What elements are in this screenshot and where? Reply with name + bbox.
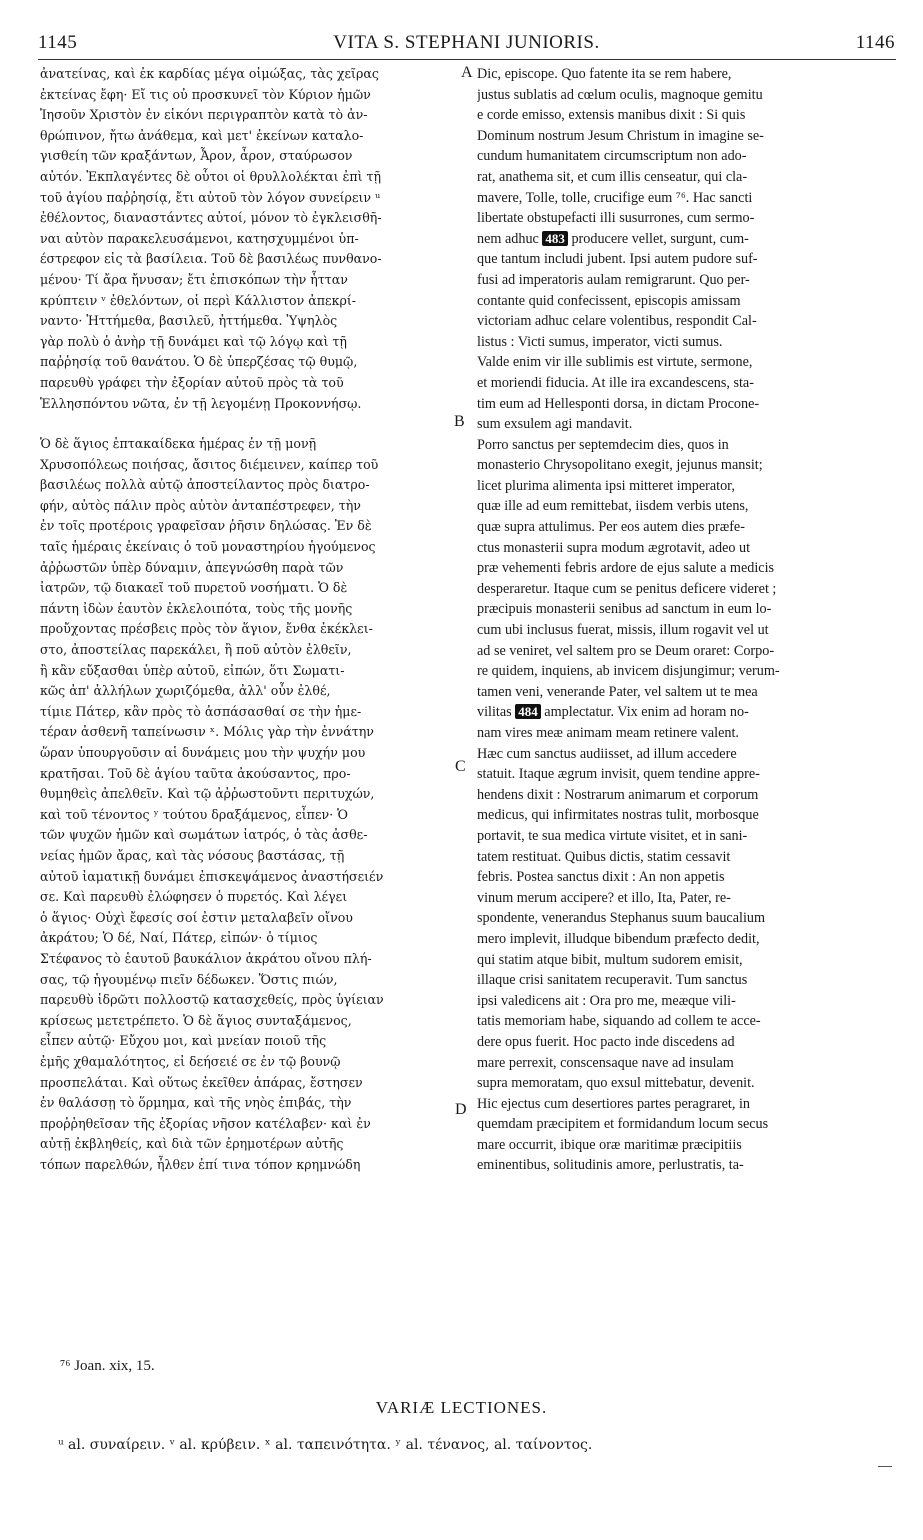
greek-line: τόπων παρελθών, ἦλθεν ἐπί τινα τόπον κρημνώδη	[40, 1156, 361, 1172]
latin-line: ad se veniret, vel saltem pro se Deum oraret: Corpo-	[477, 642, 775, 659]
greek-line: Ἰησοῦν Χριστὸν ἐν εἰκόνι περιγραπτὸν κατὰ τὸ ἀν-	[40, 107, 368, 123]
latin-line: mavere, Tolle, tolle, crucifige eum ⁷⁶. Hac sancti	[477, 189, 753, 206]
margin-letter-a: A	[461, 64, 473, 81]
latin-line: quemdam præcipitem et formidandum locum secus	[477, 1116, 769, 1133]
latin-line: quæ supra attulimus. Per eos autem dies præfe-	[477, 519, 745, 536]
latin-line: nam vires meæ animam meam retinere valent.	[477, 725, 739, 741]
latin-line: vilitas 484 amplectatur. Vix enim ad horam no-	[477, 704, 749, 721]
greek-line: κρατῆσαι. Τοῦ δὲ ἁγίου ταῦτα ἀκούσαντος, προ-	[40, 765, 351, 781]
latin-line: mero implevit, illudque bibendum præfecto dedit,	[477, 930, 760, 947]
greek-line: ἀνατείνας, καὶ ἐκ καρδίας μέγα οἰμώξας, τὰς χεῖρας	[40, 66, 379, 81]
margin-letter-b: B	[454, 413, 465, 430]
latin-line: listus : Victi sumus, imperator, victi sumus.	[477, 333, 723, 350]
latin-line: victoriam adhuc celare volentibus, respondit Cal-	[477, 313, 757, 330]
latin-line: cundum humanitatem circumscriptum non ado-	[477, 148, 747, 165]
page-number-right: 1146	[855, 32, 895, 53]
latin-line: sum exsulem agi mandavit.	[477, 416, 633, 433]
greek-line: ἀῤῥωστῶν ὑπὲρ δύναμιν, ἀπεγνώσθη παρὰ τῶν	[40, 559, 344, 575]
latin-line: Dic, episcope. Quo fatente ita se rem habere,	[477, 66, 732, 82]
greek-line: αὐτοῦ ἰαματικῇ δυνάμει ἐπισκεψάμενος ἀναστήσειέν	[40, 868, 384, 884]
latin-line: portavit, te sua medica virtute visitet, et in sani-	[477, 827, 748, 844]
latin-line: e corde emisso, extensis manibus dixit : Si quis	[477, 107, 746, 124]
greek-line: κρύπτειν ᵛ ἐθελόντων, οἱ περὶ Κάλλιστον ἀπεκρί-	[40, 292, 357, 308]
latin-line: justus sublatis ad cœlum oculis, magnoque gemitu	[477, 86, 763, 103]
variae-text: ᵘ al. συναίρειν. ᵛ al. κρύβειν. ˣ al. ταπεινότητα. ʸ al. τένανος, al. ταίνοντος.	[58, 1437, 593, 1453]
greek-line: κρίσεως μετετρέπετο. Ὁ δὲ ἅγιος συνταξάμενος,	[40, 1012, 352, 1028]
column-number-badge: 483	[542, 231, 568, 246]
greek-line: φήν, αὐτὸς πάλιν πρὸς αὐτὸν ἀνταπέστρεφεν, τὴν	[40, 497, 361, 513]
corner-mark	[878, 1466, 892, 1467]
greek-line: τίμιε Πάτερ, κἂν πρὸς τὸ ἀσπάσασθαί σε τὴν ἡμε-	[40, 703, 362, 719]
greek-line: ἐν τοῖς προτέροις γραφεῖσαν ῥῆσιν δηλώσας. Ἐν δὲ	[40, 518, 372, 534]
greek-line: τέραν ἀσθενῆ ταπείνωσιν ˣ. Μόλις γὰρ τὴν ἐννάτην	[40, 724, 374, 740]
latin-line: desperaretur. Itaque cum se penitus deficere videret ;	[477, 580, 777, 597]
greek-line: τοῦ ἁγίου παῤῥησίᾳ, ἔτι αὐτοῦ τὸν λόγον συνείρειν ᵘ	[40, 189, 381, 205]
greek-line: νείας ἡμῶν ἄρας, καὶ τὰς νόσους βαστάσας, τῇ	[40, 847, 345, 863]
variae-heading: VARIÆ LECTIONES.	[375, 1398, 548, 1417]
latin-line: qui statim atque bibit, multum sudorem emisit,	[477, 951, 743, 968]
latin-line: medicus, qui infirmitates nostras tulit, morbosque	[477, 807, 759, 824]
latin-line: contante quid confecissent, episcopis amissam	[477, 292, 741, 309]
latin-line: et moriendi fiducia. At ille ira excandescens, sta-	[477, 374, 754, 391]
greek-line: ὁ ἅγιος· Οὐχὶ ἔφεσίς σοί ἐστιν μεταλαβεῖν οἴνου	[40, 909, 353, 925]
greek-line: καὶ τοῦ τένοντος ʸ τούτου δραξάμενος, εἶπεν· Ὁ	[40, 806, 348, 822]
greek-line: παρευθὺ γράφει τὴν ἐξορίαν αὐτοῦ πρὸς τὰ τοῦ	[40, 374, 344, 390]
greek-line: μένου· Τί ἄρα ἤνυσαν; ἔτι ἐπισκόπων τὴν ἧτταν	[40, 271, 348, 287]
greek-line: ταῖς ἡμέραις ἐκείναις ὁ τοῦ μοναστηρίου ἡγούμενος	[40, 539, 376, 555]
latin-line: præ vehementi febris ardore de ejus salute a medicis	[477, 560, 775, 577]
latin-line: mare occurrit, ibique oræ maritimæ præcipitiis	[477, 1136, 742, 1153]
greek-line: ἀκράτου; Ὁ δέ, Ναί, Πάτερ, εἰπών· ὁ τίμιος	[40, 930, 318, 946]
greek-line: σε. Καὶ παρευθὺ ἐλώφησεν ὁ πυρετός. Καὶ λέγει	[40, 889, 348, 905]
latin-line: cum ubi inclusus fuerat, missis, illum rogavit vel ut	[477, 622, 769, 639]
latin-line: tatis memoriam habe, siquando ad collem te acce-	[477, 1013, 761, 1030]
latin-line: Hæc cum sanctus audiisset, ad illum accedere	[477, 745, 737, 762]
greek-line: σας, τῷ ἡγουμένῳ πιεῖν δέδωκεν. Ὅστις πιών,	[40, 971, 338, 987]
page-number-left: 1145	[38, 32, 78, 53]
latin-line: tamen veni, venerande Pater, vel saltem ut te mea	[477, 683, 758, 700]
latin-line: libertate obstupefacti illi susurrones, cum sermo-	[477, 210, 755, 227]
greek-line: παῤῥησίᾳ τοῦ θανάτου. Ὁ δὲ ὑπερζέσας τῷ θυμῷ,	[40, 354, 358, 370]
greek-line: γισθείη τῶν κραξάντων, Ἆρον, ἆρον, σταύρωσον	[40, 148, 353, 164]
greek-line: προῤῥηθεῖσαν τῆς ἐξορίας νῆσον κατέλαβεν· καὶ ἐν	[40, 1115, 371, 1131]
greek-line: προσπελάται. Καὶ οὕτως ἐκεῖθεν ἀπάρας, ἔστησεν	[40, 1074, 363, 1090]
header-rule	[38, 59, 896, 60]
latin-line: ctus monasterii supra modum ægrotavit, adeo ut	[477, 539, 751, 556]
greek-line: ναντο· Ἡττήμεθα, βασιλεῦ, ἡττήμεθα. Ὑψηλὸς	[40, 313, 338, 329]
latin-line: præcipuis monasterii senibus ad sanctum in eum lo-	[477, 601, 772, 618]
greek-line: Ὁ δὲ ἅγιος ἑπτακαίδεκα ἡμέρας ἐν τῇ μονῇ	[40, 436, 317, 452]
latin-line: Hic ejectus cum desertiores partes peragraret, in	[477, 1095, 750, 1112]
greek-line: αὐτόν. Ἐκπλαγέντες δὲ οὗτοι οἱ θρυλλολέκται ἐπὶ τῇ	[40, 168, 382, 184]
greek-line: Χρυσοπόλεως ποιήσας, ἄσιτος διέμεινεν, καίπερ τοῦ	[40, 456, 379, 472]
latin-line: febris. Postea sanctus dixit : An non appetis	[477, 869, 725, 886]
greek-line: στο, ἀποστείλας παρεκάλει, ἢ ποῦ αὐτὸν ἐλθεῖν,	[40, 642, 352, 658]
latin-line: tim eum ad Hellesponti dorsa, in dictam Procone-	[477, 395, 760, 412]
greek-line: θρώπινον, ἤτω ἀνάθεμα, καὶ μετ' ἐκείνων καταλο-	[40, 127, 364, 143]
latin-line: Dominum nostrum Jesum Christum in imagine se-	[477, 127, 764, 144]
greek-line: προὔχοντας πρέσβεις πρὸς τὸν ἅγιον, ἔνθα ἐκέκλει-	[40, 621, 373, 637]
latin-line: supra memoratam, quo exsul mittebatur, devenit.	[477, 1075, 755, 1092]
greek-line: γὰρ πολὺ ὁ ἀνὴρ τῇ δυνάμει καὶ τῷ λόγῳ καὶ τῇ	[40, 333, 347, 349]
greek-column	[40, 64, 458, 1175]
latin-column	[477, 64, 897, 1176]
column-number-badge: 484	[515, 704, 541, 719]
greek-line: ναι αὐτὸν παρακελευσάμενοι, κατησχυμμένοι ὑπ-	[40, 230, 359, 246]
latin-line: Porro sanctus per septemdecim dies, quos in	[477, 436, 729, 453]
margin-letter-d: D	[455, 1101, 467, 1118]
latin-line: rat, anathema sit, et cum illis censeatur, qui cla-	[477, 168, 748, 185]
latin-line: monasterio Chrysopolitano exegit, jejunus mansit;	[477, 457, 763, 474]
greek-line: έστρεφον εἰς τὰ βασίλεια. Τοῦ δὲ βασιλέως πυνθανο-	[40, 251, 382, 267]
latin-line: dere opus fuerit. Hoc pacto inde discedens ad	[477, 1033, 735, 1050]
latin-line: statuit. Itaque ægrum invisit, quem tendine appre-	[477, 766, 760, 783]
greek-line: ὥραν ὑπουργοῦσιν αἱ δυνάμεις μου τὴν ψυχήν μου	[40, 745, 366, 760]
latin-line: Valde enim vir ille sublimis est virtute, sermone,	[477, 354, 753, 371]
greek-line: ἐν θαλάσσῃ τὸ ὅρμημα, καὶ τῆς νηὸς ἐπιβάς, τὴν	[40, 1095, 352, 1111]
latin-line: re quidem, inquiens, ab invicem disjungimur; verum-	[477, 663, 780, 680]
latin-line: nem adhuc 483 producere vellet, surgunt, cum-	[477, 230, 749, 247]
latin-line: eminentibus, solitudinis amore, perlustratis, ta-	[477, 1157, 744, 1174]
greek-line: βασιλέως πολλὰ αὐτῷ ἀποστείλαντος πρὸς διατρο-	[40, 477, 370, 493]
greek-line: ἰατρῶν, τῷ διακαεῖ τοῦ πυρετοῦ νοσήματι. Ὁ δὲ	[40, 580, 348, 596]
greek-line	[40, 414, 458, 434]
latin-line: hendens dixit : Nostrarum animarum et corporum	[477, 786, 759, 803]
greek-line: εἶπεν αὐτῷ· Εὔχου μοι, καὶ μνείαν ποιοῦ τῆς	[40, 1033, 327, 1049]
latin-line: quæ ille ad eum remittebat, iisdem verbis utens,	[477, 498, 749, 515]
greek-line: αὐτῇ ἐκβληθείς, καὶ διὰ τῶν ἐρημοτέρων αὐτῆς	[40, 1136, 344, 1152]
greek-line: ἐθέλοντος, διαναστάντες αὐτοί, μόνον τὸ ἐγκλεισθῆ-	[40, 210, 382, 226]
running-title: VITA S. STEPHANI JUNIORIS.	[333, 32, 600, 53]
running-header	[38, 32, 895, 60]
greek-line: ἢ κἂν εὔξασθαι ὑπὲρ αὐτοῦ, εἰπών, ὅτι Σωματι-	[40, 662, 345, 678]
greek-line: πάντη ἰδὼν ἑαυτὸν ἐκλελοιπότα, τοὺς τῆς μονῆς	[40, 600, 353, 616]
latin-line: que tantum includi jubent. Ipsi autem pudore suf-	[477, 251, 758, 268]
latin-line: spondente, venerandus Stephanus suum baucalium	[477, 910, 766, 927]
latin-line: vinum merum accipere? et illo, Ita, Pater, re-	[477, 889, 731, 906]
footnote: ⁷⁶ Joan. xix, 15.	[60, 1358, 155, 1374]
greek-line: θυμηθεὶς ἀπελθεῖν. Καὶ τῷ ἀῤῥωστοῦντι περιτυχών,	[40, 786, 375, 802]
greek-line: παρευθὺ ἱδρῶτι πολλοστῷ κατασχεθείς, πρὸς ὑγίειαν	[40, 992, 384, 1008]
latin-line: fusi ad imperatoris aulam remigrarunt. Quo per-	[477, 271, 750, 288]
latin-line: tatem restituat. Quibus dictis, statim cessavit	[477, 848, 731, 865]
latin-line: illaque crisi sanitatem recuperavit. Tum sanctus	[477, 972, 748, 989]
greek-line: ἐμῆς χθαμαλότητος, εἰ δεήσειέ σε ἐν τῷ βουνῷ	[40, 1053, 341, 1069]
latin-line: ipsi valedicens ait : Ora pro me, meæque vili-	[477, 992, 736, 1009]
latin-line: mare perrexit, conscensaque nave ad insulam	[477, 1054, 734, 1071]
greek-line: τῶν ψυχῶν ἡμῶν καὶ σωμάτων ἰατρός, ὁ τὰς ἀσθε-	[40, 827, 368, 843]
latin-line: licet plurima alimenta ipsi mitteret imperator,	[477, 477, 735, 494]
margin-letter-c: C	[455, 758, 466, 775]
greek-line: Στέφανος τὸ ἑαυτοῦ βαυκάλιον ἀκράτου οἴνου πλή-	[40, 950, 372, 966]
greek-line: κῶς ἀπ' ἀλλήλων χωριζόμεθα, ἀλλ' οὖν ἐλθέ,	[40, 683, 331, 699]
greek-line: ἐκτείνας ἔφη· Εἴ τις οὐ προσκυνεῖ τὸν Κύριον ἡμῶν	[40, 86, 371, 102]
greek-line: Ἑλλησπόντου νῶτα, ἐν τῇ λεγομένῃ Προκοννήσῳ.	[40, 395, 362, 411]
